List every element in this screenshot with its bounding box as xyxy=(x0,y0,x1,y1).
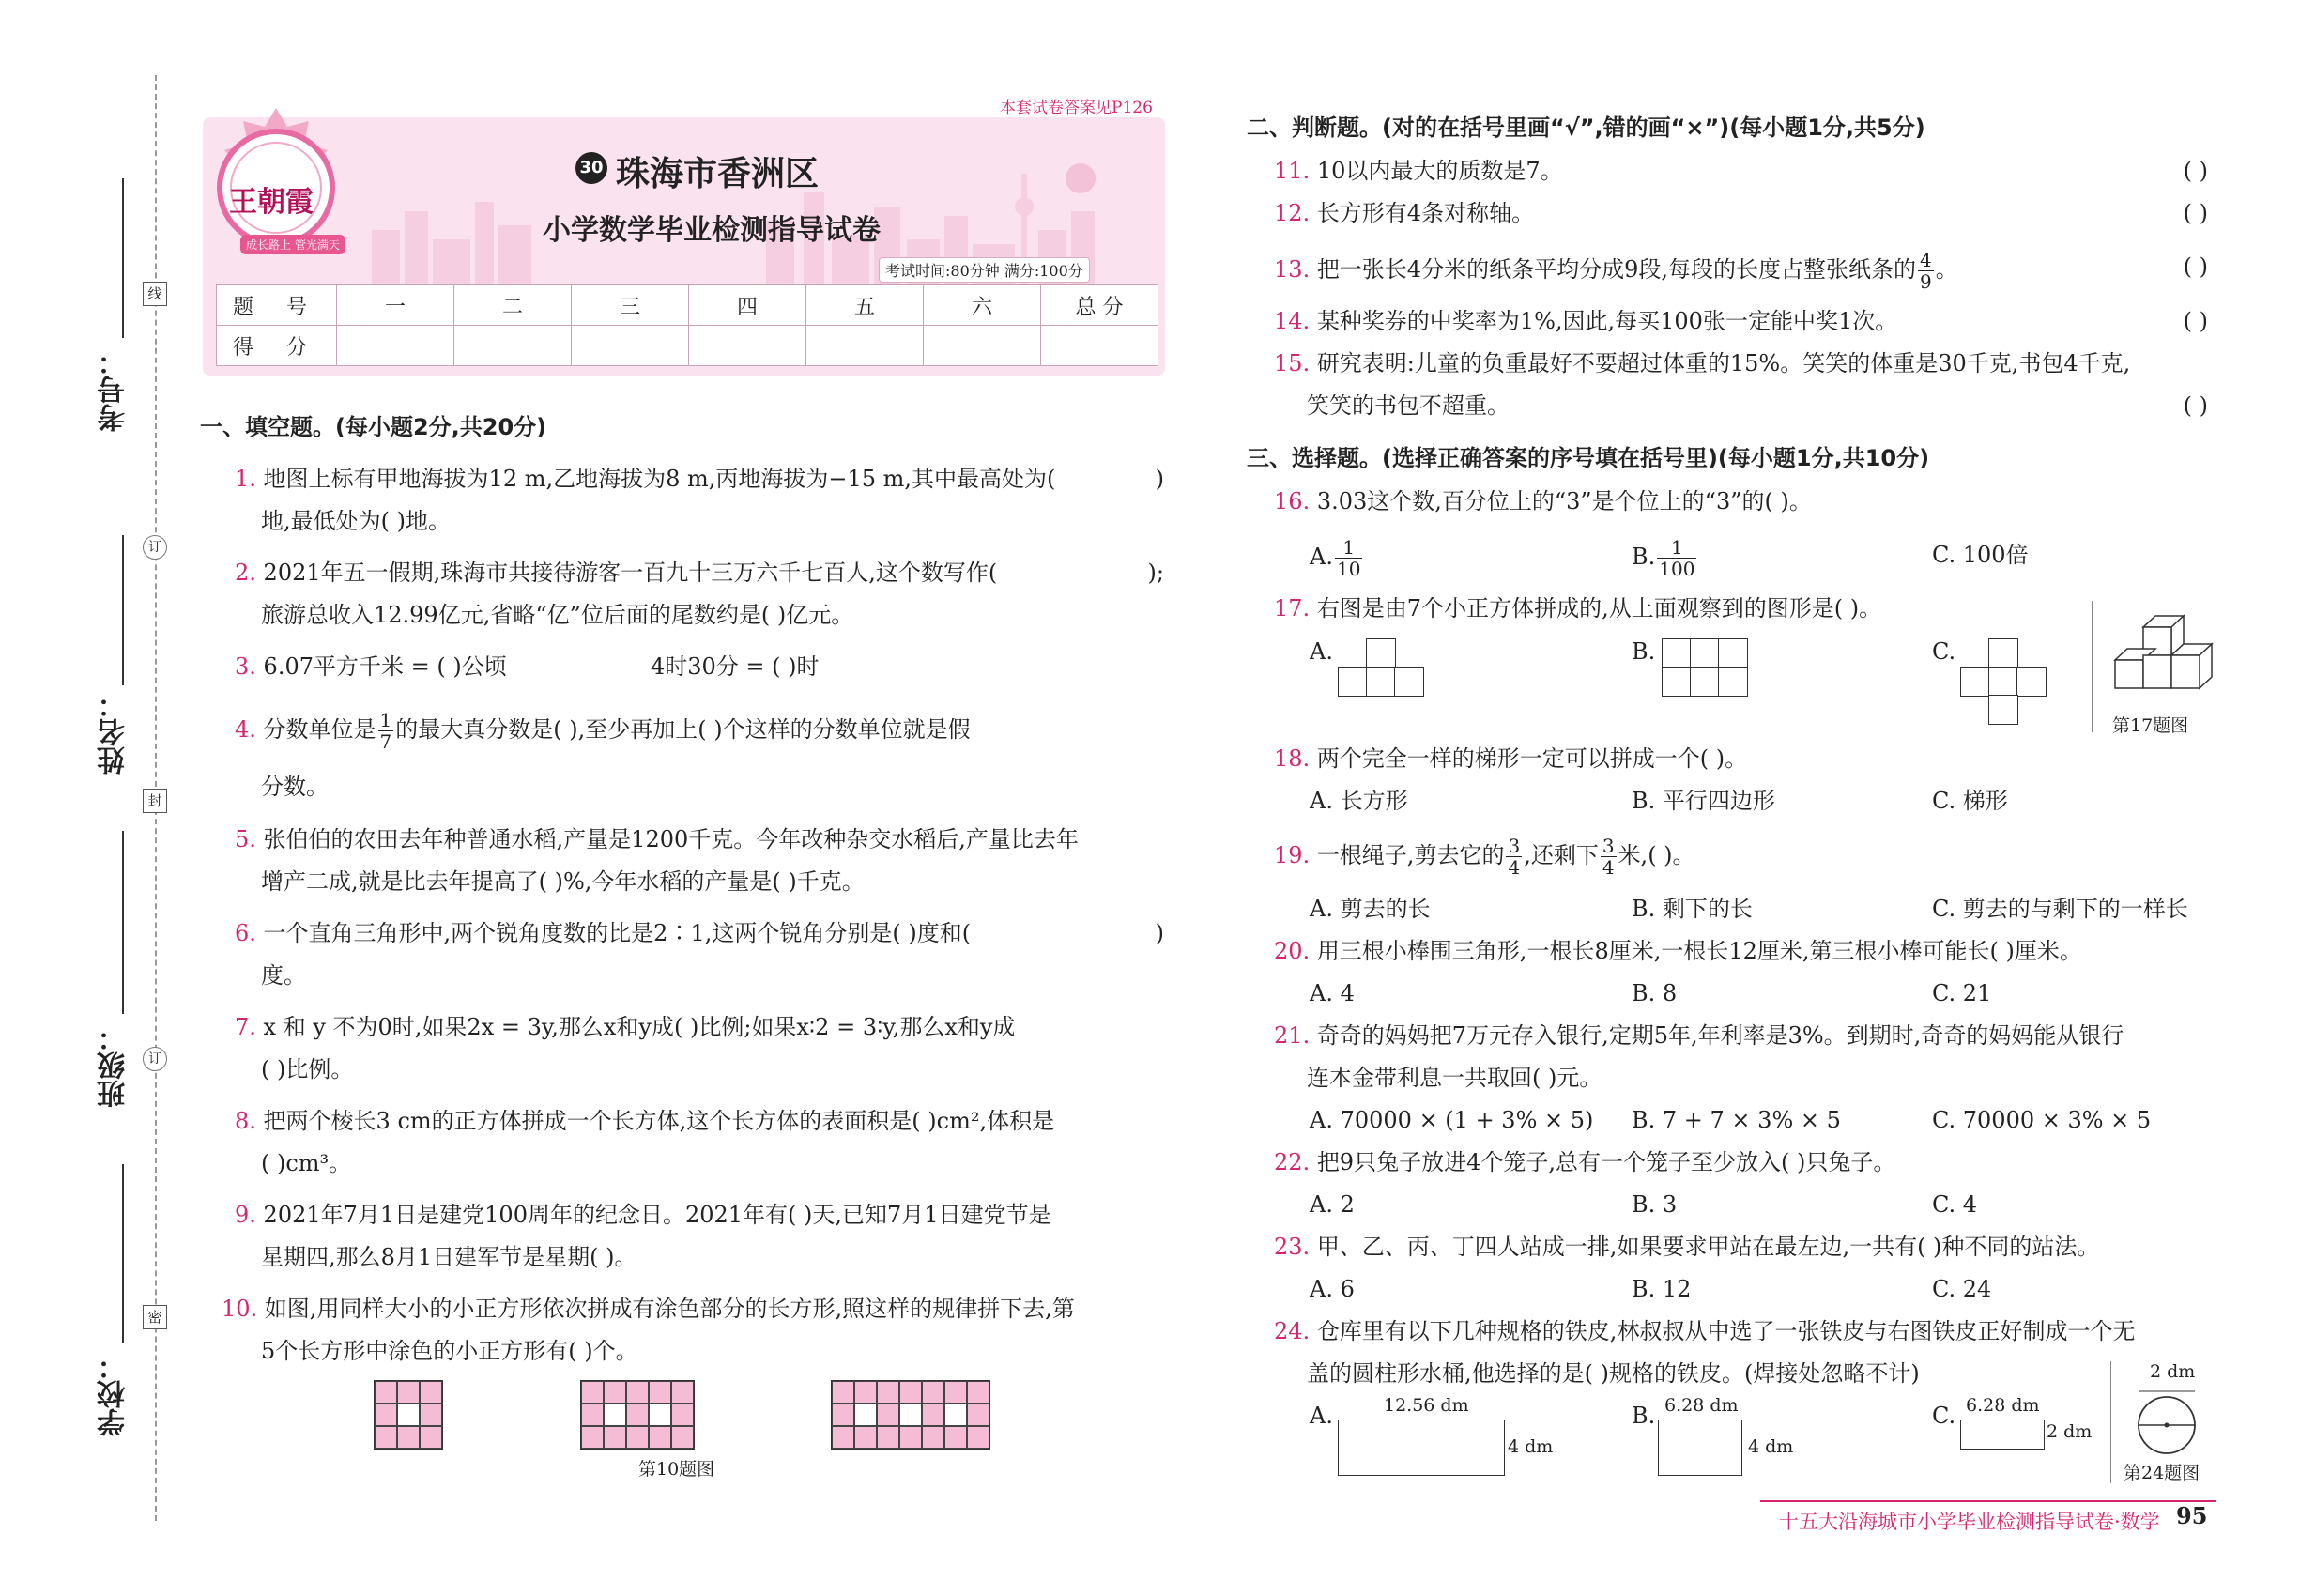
figure10-caption: 第10题图 xyxy=(638,1459,715,1480)
score-input-cell[interactable] xyxy=(924,326,1041,366)
question-number: 9. xyxy=(235,1202,256,1228)
question-24-line2: 盖的圆柱形水桶,他选择的是( )规格的铁皮。(焊接处忽略不计) xyxy=(1307,1360,1920,1387)
question-number: 20. xyxy=(1274,938,1311,964)
question-15-line2 xyxy=(1307,389,2208,422)
option-21b[interactable]: B. 7 + 7 × 3% × 5 xyxy=(1632,1107,1841,1133)
option-17a[interactable]: A. xyxy=(1310,638,1333,665)
question-5-line2: 增产二成,就是比去年提高了( )%,今年水稻的产量是( )千克。 xyxy=(261,868,865,895)
question-3 xyxy=(235,650,507,683)
option-21c[interactable]: C. 70000 × 3% × 5 xyxy=(1932,1107,2152,1133)
question-20 xyxy=(1274,934,2082,968)
question-7 xyxy=(235,1010,1015,1044)
figure24-caption: 第24题图 xyxy=(2124,1463,2200,1483)
answer-paren[interactable]: ( ) xyxy=(2183,308,2208,334)
option-24a[interactable]: A. xyxy=(1310,1403,1333,1429)
figure24-divider xyxy=(2110,1361,2111,1483)
question-10 xyxy=(222,1292,1075,1326)
paren-close: ) xyxy=(1155,466,1164,492)
question-6 xyxy=(235,916,1164,950)
exam-number-line xyxy=(122,178,124,338)
question-7-line2: ( )比例。 xyxy=(261,1056,354,1082)
question-text: 笑笑的书包不超重。 xyxy=(1307,392,1510,419)
option-17b[interactable]: B. xyxy=(1632,638,1656,665)
question-6-line2: 度。 xyxy=(261,962,306,989)
option-24b-rect xyxy=(1658,1420,1742,1476)
score-cell: 四 xyxy=(689,285,806,326)
question-number: 23. xyxy=(1274,1234,1311,1260)
footer-title: 十五大沿海城市小学毕业检测指导试卷·数学 xyxy=(1779,1511,2160,1533)
question-15 xyxy=(1274,346,2130,380)
question-number: 19. xyxy=(1274,842,1311,868)
question-number: 17. xyxy=(1274,595,1311,622)
option-24c-height: 2 dm xyxy=(2047,1421,2093,1442)
question-12 xyxy=(1274,196,2208,230)
score-cell: 题 号 xyxy=(217,285,337,326)
figure17-divider xyxy=(2092,601,2093,732)
question-text: 奇奇的妈妈把7万元存入银行,定期5年,年利率是3%。到期时,奇奇的妈妈能从银行 xyxy=(1316,1022,2124,1049)
option-24a-rect xyxy=(1338,1420,1505,1476)
question-text: 。 xyxy=(1935,256,1958,283)
question-8-line2: ( )cm³。 xyxy=(261,1150,352,1176)
question-text: 10以内最大的质数是7。 xyxy=(1316,158,1563,184)
logo-text: 王朝霞 xyxy=(229,186,314,219)
figure17-cubes xyxy=(2101,608,2214,702)
option-16a[interactable]: A. $\frac{1}{10}$ xyxy=(1310,536,1361,580)
question-4 xyxy=(235,710,971,752)
question-number: 22. xyxy=(1274,1149,1311,1175)
option-21a[interactable]: A. 70000 × (1 + 3% × 5) xyxy=(1310,1107,1594,1133)
question-text: 两个完全一样的梯形一定可以拼成一个( )。 xyxy=(1316,745,1748,772)
option-18c[interactable]: C. 梯形 xyxy=(1932,788,2008,814)
option-22c[interactable]: C. 4 xyxy=(1932,1191,1978,1218)
question-1-line2: 地,最低处为( )地。 xyxy=(261,508,451,534)
page-number: 95 xyxy=(2176,1502,2208,1529)
question-17 xyxy=(1274,591,1881,625)
question-text: 一个直角三角形中,两个锐角度数的比是2∶1,这两个锐角分别是( )度和( xyxy=(263,920,972,946)
question-number: 15. xyxy=(1274,350,1311,376)
question-text: 张伯伯的农田去年种普通水稻,产量是1200千克。今年改种杂交水稻后,产量比去年 xyxy=(263,826,1079,852)
question-19: 19. 一根绳子,剪去它的 $\frac{3}{4}$ ,还剩下 $\frac{3}{4}$ 米,( )。 xyxy=(1274,835,1695,879)
score-input-cell[interactable] xyxy=(806,326,924,366)
question-text: 把两个棱长3 cm的正方体拼成一个长方体,这个长方体的表面积是( )cm²,体积是 xyxy=(263,1108,1055,1134)
paren-close: ) xyxy=(1155,920,1164,946)
option-20c[interactable]: C. 21 xyxy=(1932,980,1992,1006)
question-text: 地图上标有甲地海拔为12 m,乙地海拔为8 m,丙地海拔为−15 m,其中最高处为( xyxy=(263,466,1056,492)
question-number: 13. xyxy=(1274,256,1311,283)
question-9 xyxy=(235,1198,1051,1232)
question-18 xyxy=(1274,742,1747,775)
score-input-cell[interactable] xyxy=(572,326,689,366)
score-input-cell[interactable] xyxy=(689,326,806,366)
exam-number-badge: 30 xyxy=(575,152,607,184)
question-number: 21. xyxy=(1274,1022,1311,1049)
score-cell: 六 xyxy=(924,285,1041,326)
score-table xyxy=(216,284,1158,366)
option-19c[interactable]: C. 剪去的与剩下的一样长 xyxy=(1932,896,2188,922)
binding-dot: 订 xyxy=(143,1047,167,1071)
question-text: 长方形有4条对称轴。 xyxy=(1316,200,1535,226)
question-8 xyxy=(235,1104,1054,1138)
exam-number-label: 考号： xyxy=(98,347,130,432)
question-text: 把一张长4分米的纸条平均分成9段,每段的长度占整张纸条的 xyxy=(1316,256,1916,283)
option-22a[interactable]: A. 2 xyxy=(1310,1191,1355,1218)
score-input-cell[interactable] xyxy=(1041,326,1158,366)
question-text: 2021年五一假期,珠海市共接待游客一百九十三万六千七百人,这个数写作( xyxy=(263,560,998,586)
figure10-grid-3 xyxy=(831,1380,990,1450)
question-number: 5. xyxy=(235,826,256,852)
section3-title: 三、选择题。(选择正确答案的序号填在括号里)(每小题1分,共10分) xyxy=(1247,445,1930,471)
option-24b-width: 6.28 dm xyxy=(1664,1395,1739,1416)
question-9-line2: 星期四,那么8月1日建军节是星期( )。 xyxy=(261,1244,637,1270)
question-number: 24. xyxy=(1274,1318,1311,1344)
question-11 xyxy=(1274,154,2208,188)
question-text: 6.07平方千米 = ( )公顷 xyxy=(263,653,507,680)
question-text: 右图是由7个小正方体拼成的,从上面观察到的图形是( )。 xyxy=(1316,595,1882,622)
question-5 xyxy=(235,822,1079,856)
option-24c[interactable]: C. xyxy=(1932,1403,1956,1429)
question-number: 1. xyxy=(235,466,256,492)
option-24a-width: 12.56 dm xyxy=(1384,1395,1469,1416)
option-23c[interactable]: C. 24 xyxy=(1932,1276,1992,1302)
question-number: 14. xyxy=(1274,308,1311,334)
answer-paren[interactable]: ( ) xyxy=(2183,253,2208,280)
question-text: 的最大真分数是( ),至少再加上( )个这样的分数单位就是假 xyxy=(395,716,971,743)
answer-paren[interactable]: ( ) xyxy=(2183,158,2208,184)
option-19b[interactable]: B. 剩下的长 xyxy=(1632,896,1753,922)
fraction: $\frac{1}{7}$ xyxy=(379,709,392,753)
question-number: 3. xyxy=(235,653,256,680)
answer-paren[interactable]: ( ) xyxy=(2183,200,2208,226)
question-number: 16. xyxy=(1274,488,1311,514)
option-17c[interactable]: C. xyxy=(1932,638,1956,665)
question-4-line2: 分数。 xyxy=(261,774,329,800)
option-24c-width: 6.28 dm xyxy=(1966,1395,2040,1416)
name-label: 姓名： xyxy=(98,690,130,775)
option-23a[interactable]: A. 6 xyxy=(1310,1276,1355,1302)
question-number: 6. xyxy=(235,920,256,946)
page-title: 珠海市香洲区 xyxy=(616,154,820,193)
question-text: x 和 y 不为0时,如果2x = 3y,那么x和y成( )比例;如果x∶2 = 3∶y,那么x和y成 xyxy=(263,1014,1016,1040)
question-23 xyxy=(1274,1230,2099,1264)
option-16b[interactable]: B. $\frac{1}{100}$ xyxy=(1632,536,1695,580)
question-text: 仓库里有以下几种规格的铁皮,林叔叔从中选了一张铁皮与右图铁皮正好制成一个无 xyxy=(1316,1318,2136,1344)
score-cell: 一 xyxy=(337,285,454,326)
paren-close: ); xyxy=(1147,560,1164,586)
question-2-line2: 旅游总收入12.99亿元,省略“亿”位后面的尾数约是( )亿元。 xyxy=(261,602,854,628)
option-24b-height: 4 dm xyxy=(1748,1436,1794,1457)
question-number: 12. xyxy=(1274,200,1311,226)
score-cell: 得 分 xyxy=(217,326,337,366)
figure10-grid-2 xyxy=(580,1380,695,1450)
binding-char-mi: 密 xyxy=(143,1305,167,1329)
figure24-circle xyxy=(2129,1388,2204,1463)
question-text: 某种奖券的中奖率为1%,因此,每买100张一定能中奖1次。 xyxy=(1316,308,1898,334)
score-value-row xyxy=(217,326,1158,366)
option-24c-rect xyxy=(1960,1420,2045,1450)
option-22b[interactable]: B. 3 xyxy=(1632,1191,1678,1218)
question-number: 11. xyxy=(1274,158,1311,184)
binding-dot: 订 xyxy=(143,535,167,560)
option-19a[interactable]: A. 剪去的长 xyxy=(1310,896,1431,922)
option-16c[interactable]: C. 100倍 xyxy=(1932,542,2029,568)
question-number: 4. xyxy=(235,716,256,743)
option-23b[interactable]: B. 12 xyxy=(1632,1276,1692,1302)
question-number: 18. xyxy=(1274,745,1311,772)
school-label: 学校： xyxy=(98,1352,130,1436)
question-number: 7. xyxy=(235,1014,256,1040)
question-1 xyxy=(235,462,1164,496)
page-subtitle: 小学数学毕业检测指导试卷 xyxy=(543,214,881,247)
question-21-line2: 连本金带利息一共取回( )元。 xyxy=(1307,1065,1602,1091)
answer-paren[interactable]: ( ) xyxy=(2183,392,2208,419)
question-14 xyxy=(1274,304,2208,338)
question-text: 2021年7月1日是建党100周年的纪念日。2021年有( )天,已知7月1日建党节是 xyxy=(263,1202,1051,1228)
score-cell: 三 xyxy=(572,285,689,326)
section1-title: 一、填空题。(每小题2分,共20分) xyxy=(200,414,547,440)
question-2 xyxy=(235,556,1164,590)
score-input-cell[interactable] xyxy=(337,326,454,366)
question-number: 8. xyxy=(235,1108,256,1134)
question-text: 分数单位是 xyxy=(263,716,376,743)
question-16 xyxy=(1274,484,1812,518)
class-label: 班级： xyxy=(98,1023,130,1108)
binding-char-feng: 封 xyxy=(143,789,167,813)
question-3-part2: 4时30分 = ( )时 xyxy=(651,653,820,680)
score-input-cell[interactable] xyxy=(454,326,572,366)
option-18b[interactable]: B. 平行四边形 xyxy=(1632,788,1775,814)
score-cell: 总 分 xyxy=(1041,285,1158,326)
figure24-diameter: 2 dm xyxy=(2150,1361,2196,1382)
option-24a-height: 4 dm xyxy=(1508,1436,1554,1457)
question-number: 10. xyxy=(222,1296,258,1322)
question-text: 研究表明:儿童的负重最好不要超过体重的15%。笑笑的体重是30千克,书包4千克, xyxy=(1316,350,2131,376)
question-22 xyxy=(1274,1145,1895,1179)
question-text: 把9只兔子放进4个笼子,总有一个笼子至少放入( )只兔子。 xyxy=(1316,1149,1896,1175)
figure17-caption: 第17题图 xyxy=(2112,715,2189,736)
question-24 xyxy=(1274,1314,2135,1348)
question-13 xyxy=(1274,250,2208,292)
question-text: 用三根小棒围三角形,一根长8厘米,一根长12厘米,第三根小棒可能长( )厘米。 xyxy=(1316,938,2082,964)
option-18a[interactable]: A. 长方形 xyxy=(1310,788,1408,814)
footer-rule xyxy=(1760,1500,2216,1502)
class-line xyxy=(122,831,124,1014)
question-21 xyxy=(1274,1019,2124,1052)
score-cell: 二 xyxy=(454,285,572,326)
question-text: 3.03这个数,百分位上的“3”是个位上的“3”的( )。 xyxy=(1316,488,1812,514)
fraction: $\frac{4}{9}$ xyxy=(1919,249,1932,293)
option-20a[interactable]: A. 4 xyxy=(1310,980,1355,1006)
binding-char-xian: 线 xyxy=(143,282,167,306)
exam-info: 考试时间:80分钟 满分:100分 xyxy=(879,257,1090,283)
score-cell: 五 xyxy=(806,285,924,326)
name-line xyxy=(122,535,124,685)
question-text: 甲、乙、丙、丁四人站成一排,如果要求甲站在最左边,一共有( )种不同的站法。 xyxy=(1316,1234,2100,1260)
question-number: 2. xyxy=(235,560,256,586)
score-header-row xyxy=(217,285,1158,326)
option-24b[interactable]: B. xyxy=(1632,1403,1656,1429)
logo-subtext: 成长路上 管光满天 xyxy=(240,235,345,254)
figure10-grid-1 xyxy=(374,1380,443,1450)
section2-title: 二、判断题。(对的在括号里画“√”,错的画“×”)(每小题1分,共5分) xyxy=(1247,115,1925,141)
question-text: 如图,用同样大小的小正方形依次拼成有涂色部分的长方形,照这样的规律拼下去,第 xyxy=(264,1296,1075,1322)
option-20b[interactable]: B. 8 xyxy=(1632,980,1678,1006)
question-10-line2: 5个长方形中涂色的小正方形有( )个。 xyxy=(261,1338,638,1364)
answer-reference: 本套试卷答案见P126 xyxy=(1000,99,1153,117)
school-line xyxy=(122,1164,124,1343)
